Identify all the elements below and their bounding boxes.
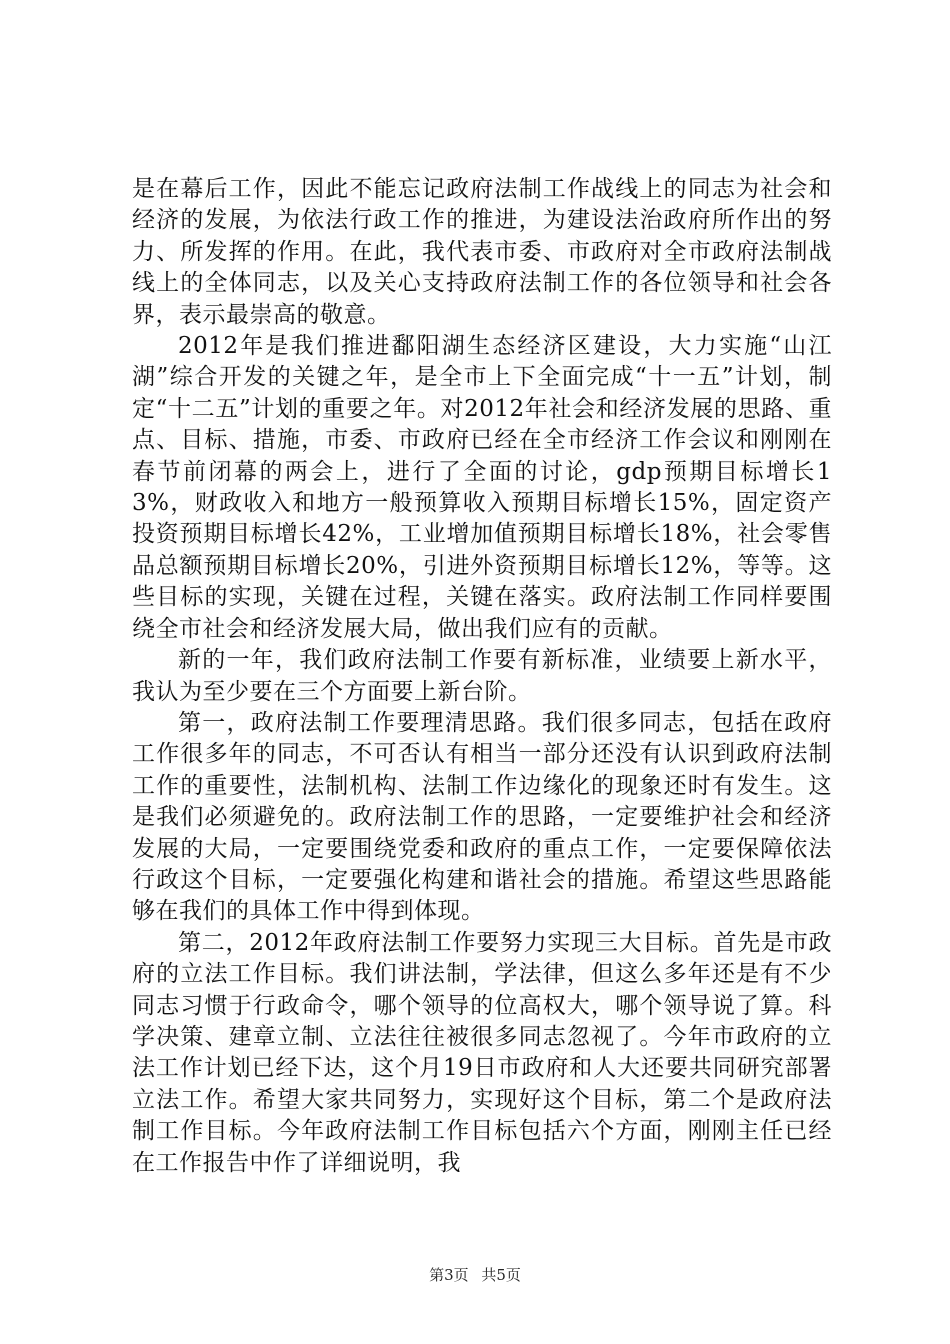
paragraph-first-point: 第一，政府法制工作要理清思路。我们很多同志，包括在政府工作很多年的同志，不可否认有相当一部分还没有认识到政府法制工作的重要性，法制机构、法制工作边缘化的现象还时有发生。这是我们必须避免的。政府法制工作的思路，一定要维护社会和经济发展的大局，一定要围绕党委和政府的重点工作，一定要保障依法行政这个目标，一定要强化构建和谐社会的措施。希望这些思路能够在我们的具体工作中得到体现。 [132, 709, 832, 925]
page-footer [0, 1265, 950, 1285]
page-number: 第3页 [429, 1266, 469, 1284]
paragraph-2012-goals: 2012年是我们推进鄱阳湖生态经济区建设，大力实施“山江湖”综合开发的关键之年，是全市上下全面完成“十一五”计划，制定“十二五”计划的重要之年。对2012年社会和经济发展的思路、重点、目标、措施，市委、市政府已经在全市经济工作会议和刚刚在春节前闭幕的两会上，进行了全面的讨论，gdp预期目标增长13%，财政收入和地方一般预算收入预期目标增长15%，固定资产投资预期目标增长42%，工业增加值预期目标增长18%，社会零售品总额预期目标增长20%，引进外资预期目标增长12%，等等。这些目标的实现，关键在过程，关键在落实。政府法制工作同样要围绕全市社会和经济发展大局，做出我们应有的贡献。 [132, 333, 832, 642]
paragraph-new-year: 新的一年，我们政府法制工作要有新标准，业绩要上新水平，我认为至少要在三个方面要上新台阶。 [132, 647, 832, 705]
paragraph-continuation: 是在幕后工作，因此不能忘记政府法制工作战线上的同志为社会和经济的发展，为依法行政工作的推进，为建设法治政府所作出的努力、所发挥的作用。在此，我代表市委、市政府对全市政府法制战线上的全体同志，以及关心支持政府法制工作的各位领导和社会各界，表示最崇高的敬意。 [132, 176, 832, 328]
page-total: 共5页 [481, 1266, 521, 1284]
paragraph-second-point: 第二，2012年政府法制工作要努力实现三大目标。首先是市政府的立法工作目标。我们讲法制，学法律，但这么多年还是有不少同志习惯于行政命令，哪个领导的位高权大，哪个领导说了算。科学决策、建章立制、立法往往被很多同志忽视了。今年市政府的立法工作计划已经下达，这个月19日市政府和人大还要共同研究部署立法工作。希望大家共同努力，实现好这个目标，第二个是政府法制工作目标。今年政府法制工作目标包括六个方面，刚刚主任已经在工作报告中作了详细说明，我 [132, 929, 832, 1176]
document-body [132, 174, 832, 1179]
